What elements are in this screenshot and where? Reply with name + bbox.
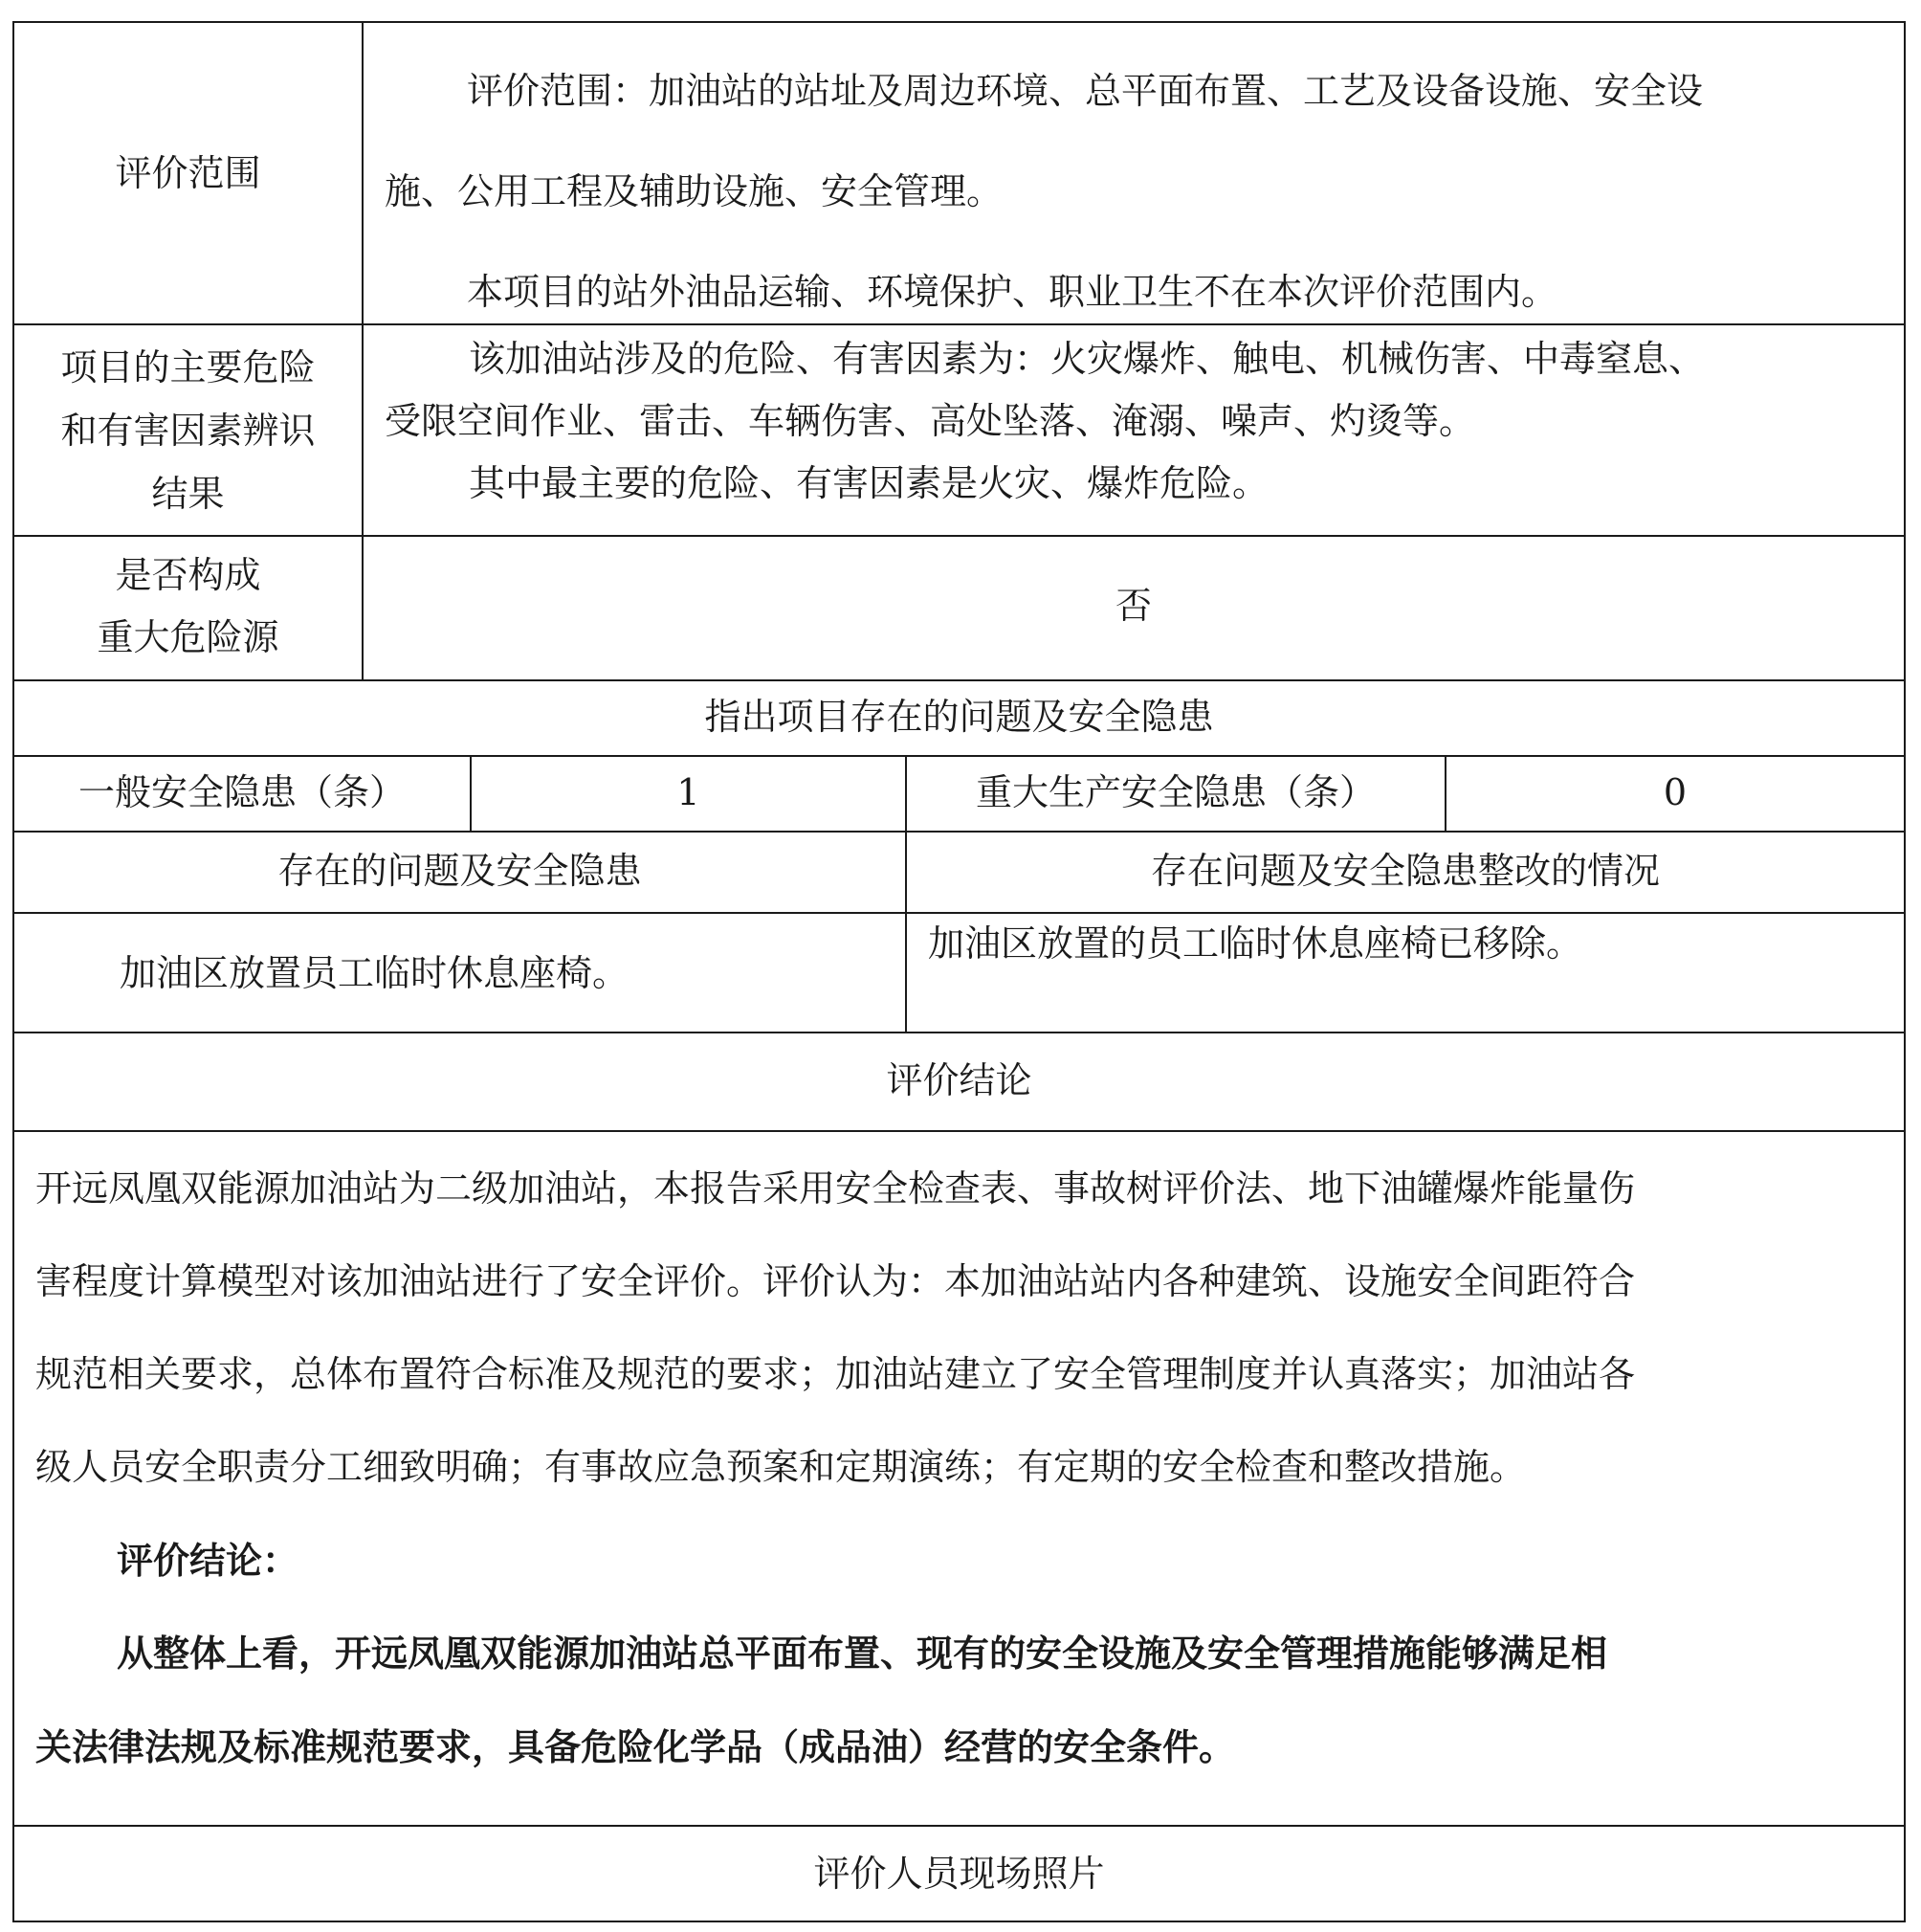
issues-header: 指出项目存在的问题及安全隐患 — [704, 696, 1214, 738]
problem-column-header: 存在的问题及安全隐患 — [277, 850, 642, 892]
major-source-label-line-1: 是否构成 — [115, 554, 261, 596]
scope-text-line-2: 施、公用工程及辅助设施、安全管理。 — [385, 170, 1004, 212]
row-divider-2 — [12, 535, 1906, 537]
conclusion-line-1: 开远凤凰双能源加油站为二级加油站，本报告采用安全检查表、事故树评价法、地下油罐爆炸能量伤 — [35, 1167, 1636, 1210]
major-source-value: 否 — [1115, 585, 1152, 627]
row-divider-8 — [12, 1130, 1906, 1132]
col-divider-label — [362, 21, 364, 680]
hazards-text-line-1: 该加油站涉及的危险、有害因素为：火灾爆炸、触电、机械伤害、中毒窒息、 — [469, 338, 1706, 380]
major-hazard-label: 重大生产安全隐患（条） — [975, 771, 1376, 813]
hazards-label-line-3: 结果 — [151, 473, 225, 515]
conclusion-bold-line-2: 关法律法规及标准规范要求，具备危险化学品（成品油）经营的安全条件。 — [35, 1725, 1236, 1768]
conclusion-line-3: 规范相关要求，总体布置符合标准及规范的要求；加油站建立了安全管理制度并认真落实；加油站各 — [35, 1353, 1636, 1395]
conclusion-line-4: 级人员安全职责分工细致明确；有事故应急预案和定期演练；有定期的安全检查和整改措施。 — [35, 1446, 1527, 1488]
row-divider-5 — [12, 831, 1906, 833]
general-hazard-label: 一般安全隐患（条） — [77, 771, 406, 813]
conclusion-bold-label: 评价结论： — [117, 1539, 299, 1582]
row-divider-9 — [12, 1825, 1906, 1827]
rectify-text: 加油区放置的员工临时休息座椅已移除。 — [928, 922, 1583, 965]
row-divider-4 — [12, 755, 1906, 757]
conclusion-line-2: 害程度计算模型对该加油站进行了安全评价。评价认为：本加油站站内各种建筑、设施安全间距符合 — [35, 1260, 1636, 1302]
scope-label: 评价范围 — [115, 152, 261, 194]
conclusion-bold-line-1: 从整体上看，开远凤凰双能源加油站总平面布置、现有的安全设施及安全管理措施能够满足相 — [117, 1632, 1608, 1675]
row-divider-7 — [12, 1032, 1906, 1033]
hazards-label-line-1: 项目的主要危险 — [60, 346, 316, 389]
hazards-label-line-2: 和有害因素辨识 — [60, 410, 316, 452]
photos-header: 评价人员现场照片 — [813, 1853, 1105, 1895]
rectify-column-header: 存在问题及安全隐患整改的情况 — [1150, 850, 1660, 892]
hazards-text-line-3: 其中最主要的危险、有害因素是火灾、爆炸危险。 — [469, 462, 1270, 504]
row-divider-6 — [12, 912, 1906, 914]
scope-text-line-3: 本项目的站外油品运输、环境保护、职业卫生不在本次评价范围内。 — [467, 271, 1558, 313]
row-divider-1 — [12, 323, 1906, 325]
major-source-label-line-2: 重大危险源 — [97, 616, 279, 658]
major-hazard-count: 0 — [1663, 771, 1688, 813]
general-hazard-count: 1 — [676, 771, 700, 813]
row-divider-3 — [12, 679, 1906, 681]
hazards-text-line-2: 受限空间作业、雷击、车辆伤害、高处坠落、淹溺、噪声、灼烫等。 — [385, 400, 1476, 442]
problem-text: 加油区放置员工临时休息座椅。 — [120, 952, 629, 994]
scope-text-line-1: 评价范围：加油站的站址及周边环境、总平面布置、工艺及设备设施、安全设 — [467, 70, 1704, 112]
conclusion-header: 评价结论 — [886, 1059, 1032, 1101]
